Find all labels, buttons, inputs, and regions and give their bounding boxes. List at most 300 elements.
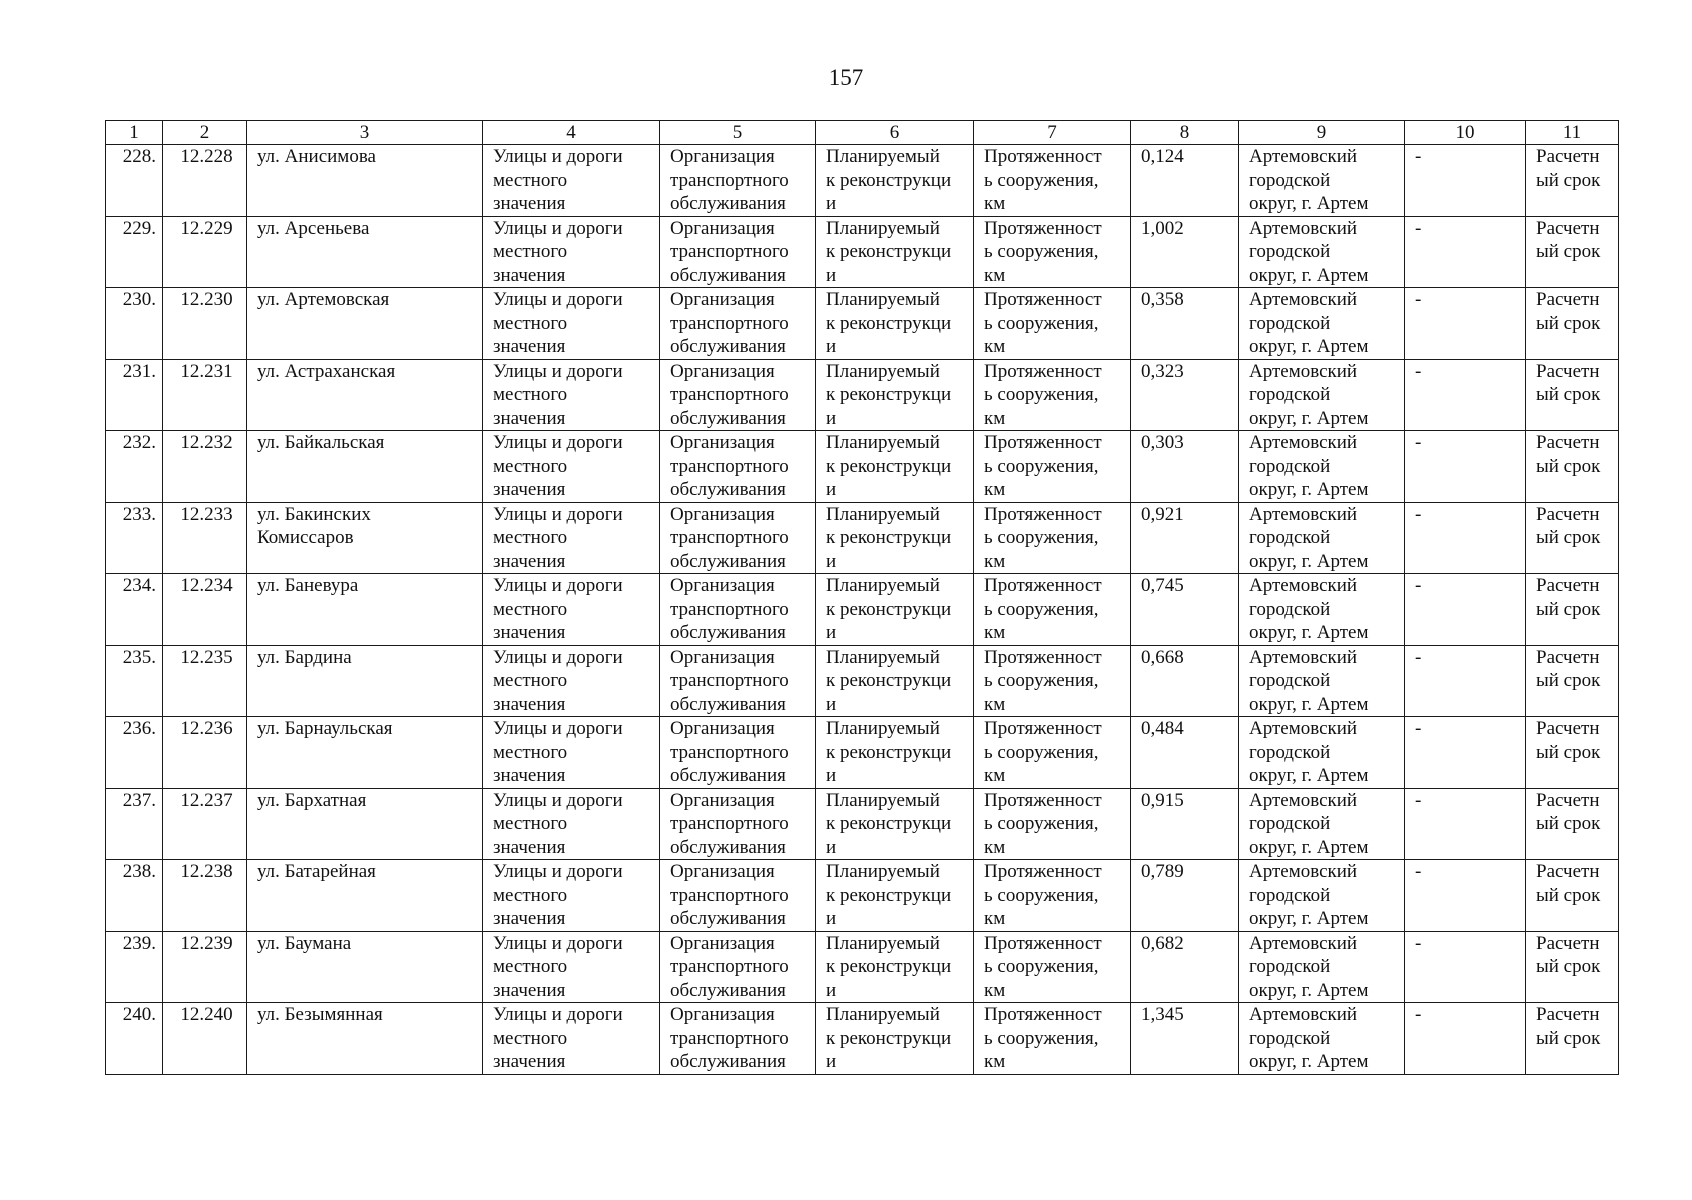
characteristic-cell: [974, 1003, 1131, 1075]
table-row: [106, 574, 1619, 646]
status-cell: [816, 216, 974, 288]
characteristic-cell: [974, 359, 1131, 431]
table-row: [106, 216, 1619, 288]
cell-line: Комиссаров: [257, 527, 354, 548]
cell-line: Планируемый: [826, 146, 940, 167]
category-cell: [483, 931, 660, 1003]
cell-line: Расчетн: [1536, 217, 1600, 239]
cell-line: Улицы и дороги: [493, 718, 623, 739]
object-name-cell: [247, 216, 483, 288]
cell-line: Артемовский: [1249, 503, 1358, 525]
term-cell: [1526, 788, 1619, 860]
cell-line: ь сооружения,: [984, 956, 1099, 977]
table-row: [106, 788, 1619, 860]
cell-line: ь сооружения,: [984, 169, 1099, 191]
cell-line: и: [826, 1051, 837, 1072]
zone-cell: -: [1405, 502, 1526, 574]
cell-line: к реконструкци: [826, 241, 952, 262]
characteristic-cell: [974, 788, 1131, 860]
cell-line: ь сооружения,: [984, 1027, 1099, 1049]
cell-line: Организация: [670, 646, 775, 668]
status-cell: [816, 788, 974, 860]
data-table: [105, 120, 1619, 1075]
cell-line: Артемовский: [1249, 289, 1358, 310]
purpose-cell: [660, 788, 816, 860]
cell-line: Планируемый: [826, 360, 940, 382]
cell-line: Расчетн: [1536, 718, 1600, 739]
zone-cell: -: [1405, 788, 1526, 860]
cell-line: обслуживания: [670, 693, 786, 715]
cell-line: и: [826, 336, 837, 357]
cell-line: транспортного: [670, 598, 789, 620]
cell-line: городской: [1249, 169, 1331, 191]
cell-line: к реконструкци: [826, 455, 952, 477]
cell-line: Улицы и дороги: [493, 146, 623, 167]
category-cell: [483, 645, 660, 717]
cell-line: значения: [493, 550, 566, 572]
purpose-cell: [660, 860, 816, 932]
cell-line: транспортного: [670, 884, 789, 906]
cell-line: Протяженност: [984, 432, 1102, 453]
cell-line: городской: [1249, 813, 1331, 834]
cell-line: ь сооружения,: [984, 241, 1099, 262]
cell-line: обслуживания: [670, 765, 786, 786]
cell-line: Организация: [670, 432, 775, 453]
cell-line: ул. Бакинских: [257, 503, 371, 525]
category-cell: [483, 502, 660, 574]
object-code-cell: 12.240: [163, 1003, 247, 1075]
cell-line: Планируемый: [826, 289, 940, 310]
table-row: [106, 1003, 1619, 1075]
cell-line: Планируемый: [826, 575, 940, 596]
page-number: 157: [828, 65, 864, 90]
term-cell: [1526, 288, 1619, 360]
column-header: 8: [1131, 121, 1239, 145]
status-cell: [816, 502, 974, 574]
term-cell: [1526, 216, 1619, 288]
purpose-cell: [660, 216, 816, 288]
cell-line: км: [984, 765, 1006, 786]
row-number-cell: 235.: [106, 645, 163, 717]
cell-line: значения: [493, 693, 566, 715]
cell-line: местного: [493, 956, 568, 977]
object-code-cell: 12.234: [163, 574, 247, 646]
cell-line: км: [984, 193, 1006, 214]
cell-line: ый срок: [1536, 241, 1601, 262]
cell-line: и: [826, 693, 837, 715]
object-name-cell: [247, 145, 483, 217]
cell-line: Планируемый: [826, 217, 940, 239]
characteristic-cell: [974, 502, 1131, 574]
value-cell: 0,915: [1131, 788, 1239, 860]
cell-line: значения: [493, 908, 566, 929]
purpose-cell: [660, 145, 816, 217]
cell-line: Улицы и дороги: [493, 1004, 623, 1025]
row-number-cell: 229.: [106, 216, 163, 288]
status-cell: [816, 717, 974, 789]
cell-line: Протяженност: [984, 861, 1102, 882]
location-cell: [1239, 288, 1405, 360]
term-cell: [1526, 645, 1619, 717]
column-header: 1: [106, 121, 163, 145]
location-cell: [1239, 645, 1405, 717]
table-row: [106, 502, 1619, 574]
zone-cell: -: [1405, 216, 1526, 288]
cell-line: обслуживания: [670, 479, 786, 500]
cell-line: и: [826, 622, 837, 643]
row-number-cell: 232.: [106, 431, 163, 503]
cell-line: округ, г. Артем: [1249, 193, 1369, 214]
row-number-cell: 231.: [106, 359, 163, 431]
cell-line: Организация: [670, 146, 775, 167]
characteristic-cell: [974, 645, 1131, 717]
cell-line: к реконструкци: [826, 813, 952, 834]
cell-line: городской: [1249, 956, 1331, 977]
cell-line: км: [984, 908, 1006, 929]
cell-line: обслуживания: [670, 979, 786, 1001]
term-cell: [1526, 431, 1619, 503]
characteristic-cell: [974, 288, 1131, 360]
cell-line: ый срок: [1536, 312, 1601, 334]
cell-line: Протяженност: [984, 575, 1102, 596]
characteristic-cell: [974, 931, 1131, 1003]
cell-line: ул. Батарейная: [257, 861, 376, 882]
purpose-cell: [660, 359, 816, 431]
column-header: 11: [1526, 121, 1619, 145]
object-code-cell: 12.228: [163, 145, 247, 217]
cell-line: округ, г. Артем: [1249, 336, 1369, 357]
cell-line: Расчетн: [1536, 503, 1600, 525]
cell-line: городской: [1249, 241, 1331, 262]
cell-line: ь сооружения,: [984, 527, 1099, 548]
zone-cell: -: [1405, 1003, 1526, 1075]
cell-line: Планируемый: [826, 1004, 940, 1025]
purpose-cell: [660, 502, 816, 574]
zone-cell: -: [1405, 145, 1526, 217]
row-number-cell: 230.: [106, 288, 163, 360]
cell-line: местного: [493, 527, 568, 548]
cell-line: Улицы и дороги: [493, 932, 623, 954]
cell-line: и: [826, 264, 837, 286]
cell-line: Расчетн: [1536, 861, 1600, 882]
term-cell: [1526, 717, 1619, 789]
zone-cell: -: [1405, 645, 1526, 717]
table-row: [106, 145, 1619, 217]
cell-line: Улицы и дороги: [493, 217, 623, 239]
characteristic-cell: [974, 216, 1131, 288]
cell-line: Артемовский: [1249, 646, 1358, 668]
cell-line: Организация: [670, 360, 775, 382]
cell-line: и: [826, 765, 837, 786]
cell-line: Планируемый: [826, 718, 940, 739]
cell-line: Планируемый: [826, 646, 940, 668]
cell-line: ый срок: [1536, 455, 1601, 477]
status-cell: [816, 645, 974, 717]
cell-line: городской: [1249, 527, 1331, 548]
value-cell: 0,668: [1131, 645, 1239, 717]
status-cell: [816, 431, 974, 503]
cell-line: Улицы и дороги: [493, 575, 623, 596]
cell-line: Улицы и дороги: [493, 360, 623, 382]
cell-line: округ, г. Артем: [1249, 479, 1369, 500]
cell-line: км: [984, 336, 1006, 357]
cell-line: ул. Баневура: [257, 575, 359, 596]
cell-line: транспортного: [670, 527, 789, 548]
cell-line: Организация: [670, 575, 775, 596]
object-name-cell: [247, 788, 483, 860]
location-cell: [1239, 931, 1405, 1003]
cell-line: ый срок: [1536, 527, 1601, 548]
location-cell: [1239, 788, 1405, 860]
cell-line: транспортного: [670, 813, 789, 834]
term-cell: [1526, 1003, 1619, 1075]
object-name-cell: [247, 288, 483, 360]
cell-line: Протяженност: [984, 646, 1102, 668]
cell-line: и: [826, 979, 837, 1001]
cell-line: местного: [493, 455, 568, 477]
cell-line: и: [826, 550, 837, 572]
cell-line: округ, г. Артем: [1249, 550, 1369, 572]
column-header: 4: [483, 121, 660, 145]
cell-line: ул. Анисимова: [257, 146, 376, 167]
cell-line: ь сооружения,: [984, 384, 1099, 405]
cell-line: к реконструкци: [826, 384, 952, 405]
cell-line: к реконструкци: [826, 956, 952, 977]
cell-line: значения: [493, 193, 566, 214]
cell-line: округ, г. Артем: [1249, 693, 1369, 715]
cell-line: городской: [1249, 384, 1331, 405]
status-cell: [816, 288, 974, 360]
object-name-cell: [247, 502, 483, 574]
object-name-cell: [247, 574, 483, 646]
row-number-cell: 233.: [106, 502, 163, 574]
cell-line: км: [984, 264, 1006, 286]
row-number-cell: 237.: [106, 788, 163, 860]
cell-line: ый срок: [1536, 598, 1601, 620]
column-header: 2: [163, 121, 247, 145]
cell-line: местного: [493, 813, 568, 834]
cell-line: обслуживания: [670, 908, 786, 929]
cell-line: транспортного: [670, 312, 789, 334]
cell-line: местного: [493, 1027, 568, 1049]
cell-line: к реконструкци: [826, 312, 952, 334]
cell-line: значения: [493, 336, 566, 357]
cell-line: транспортного: [670, 241, 789, 262]
cell-line: Протяженност: [984, 718, 1102, 739]
cell-line: Протяженност: [984, 217, 1102, 239]
cell-line: км: [984, 1051, 1006, 1072]
cell-line: обслуживания: [670, 264, 786, 286]
status-cell: [816, 574, 974, 646]
table-row: [106, 860, 1619, 932]
location-cell: [1239, 431, 1405, 503]
category-cell: [483, 145, 660, 217]
column-header: 7: [974, 121, 1131, 145]
cell-line: ый срок: [1536, 670, 1601, 691]
location-cell: [1239, 860, 1405, 932]
value-cell: 0,124: [1131, 145, 1239, 217]
value-cell: 1,002: [1131, 216, 1239, 288]
cell-line: значения: [493, 479, 566, 500]
table-row: [106, 359, 1619, 431]
cell-line: Артемовский: [1249, 360, 1358, 382]
cell-line: км: [984, 550, 1006, 572]
cell-line: Протяженност: [984, 146, 1102, 167]
cell-line: ый срок: [1536, 813, 1601, 834]
cell-line: обслуживания: [670, 336, 786, 357]
table-row: [106, 431, 1619, 503]
category-cell: [483, 717, 660, 789]
cell-line: местного: [493, 741, 568, 763]
status-cell: [816, 931, 974, 1003]
cell-line: Артемовский: [1249, 1004, 1358, 1025]
cell-line: к реконструкци: [826, 741, 952, 763]
purpose-cell: [660, 431, 816, 503]
location-cell: [1239, 717, 1405, 789]
cell-line: обслуживания: [670, 622, 786, 643]
cell-line: Организация: [670, 1004, 775, 1025]
cell-line: Артемовский: [1249, 217, 1358, 239]
table-row: [106, 645, 1619, 717]
cell-line: Артемовский: [1249, 932, 1358, 954]
cell-line: к реконструкци: [826, 670, 952, 691]
cell-line: Улицы и дороги: [493, 503, 623, 525]
cell-line: Расчетн: [1536, 575, 1600, 596]
cell-line: значения: [493, 407, 566, 429]
object-code-cell: 12.233: [163, 502, 247, 574]
purpose-cell: [660, 645, 816, 717]
cell-line: Артемовский: [1249, 861, 1358, 882]
cell-line: км: [984, 836, 1006, 858]
cell-line: транспортного: [670, 741, 789, 763]
cell-line: км: [984, 479, 1006, 500]
status-cell: [816, 1003, 974, 1075]
cell-line: Планируемый: [826, 861, 940, 882]
cell-line: Планируемый: [826, 503, 940, 525]
zone-cell: -: [1405, 574, 1526, 646]
cell-line: Улицы и дороги: [493, 289, 623, 310]
cell-line: ул. Бардина: [257, 646, 352, 668]
cell-line: Расчетн: [1536, 932, 1600, 954]
object-name-cell: [247, 860, 483, 932]
cell-line: округ, г. Артем: [1249, 765, 1369, 786]
category-cell: [483, 1003, 660, 1075]
column-header: 3: [247, 121, 483, 145]
characteristic-cell: [974, 574, 1131, 646]
zone-cell: -: [1405, 717, 1526, 789]
cell-line: Организация: [670, 789, 775, 811]
object-code-cell: 12.239: [163, 931, 247, 1003]
cell-line: местного: [493, 884, 568, 906]
cell-line: Расчетн: [1536, 146, 1600, 167]
column-header: 10: [1405, 121, 1526, 145]
cell-line: ул. Арсеньева: [257, 217, 370, 239]
cell-line: Организация: [670, 289, 775, 310]
cell-line: значения: [493, 622, 566, 643]
table-row: [106, 931, 1619, 1003]
term-cell: [1526, 359, 1619, 431]
object-code-cell: 12.232: [163, 431, 247, 503]
cell-line: Организация: [670, 861, 775, 882]
cell-line: округ, г. Артем: [1249, 264, 1369, 286]
cell-line: значения: [493, 765, 566, 786]
cell-line: Планируемый: [826, 432, 940, 453]
object-name-cell: [247, 645, 483, 717]
cell-line: значения: [493, 979, 566, 1001]
cell-line: Улицы и дороги: [493, 432, 623, 453]
cell-line: ь сооружения,: [984, 741, 1099, 763]
cell-line: и: [826, 407, 837, 429]
column-header: 5: [660, 121, 816, 145]
characteristic-cell: [974, 145, 1131, 217]
cell-line: к реконструкци: [826, 598, 952, 620]
cell-line: км: [984, 979, 1006, 1001]
row-number-cell: 234.: [106, 574, 163, 646]
object-code-cell: 12.238: [163, 860, 247, 932]
row-number-cell: 228.: [106, 145, 163, 217]
cell-line: городской: [1249, 670, 1331, 691]
cell-line: городской: [1249, 455, 1331, 477]
cell-line: ый срок: [1536, 741, 1601, 763]
cell-line: км: [984, 693, 1006, 715]
cell-line: Планируемый: [826, 789, 940, 811]
cell-line: к реконструкци: [826, 169, 952, 191]
cell-line: и: [826, 193, 837, 214]
cell-line: городской: [1249, 312, 1331, 334]
row-number-cell: 238.: [106, 860, 163, 932]
cell-line: ый срок: [1536, 884, 1601, 906]
cell-line: и: [826, 908, 837, 929]
cell-line: Расчетн: [1536, 789, 1600, 811]
characteristic-cell: [974, 860, 1131, 932]
header-row: [106, 121, 1619, 145]
purpose-cell: [660, 1003, 816, 1075]
status-cell: [816, 145, 974, 217]
cell-line: обслуживания: [670, 193, 786, 214]
cell-line: обслуживания: [670, 550, 786, 572]
cell-line: городской: [1249, 1027, 1331, 1049]
value-cell: 0,484: [1131, 717, 1239, 789]
cell-line: Артемовский: [1249, 718, 1358, 739]
characteristic-cell: [974, 717, 1131, 789]
cell-line: транспортного: [670, 956, 789, 977]
cell-line: Расчетн: [1536, 432, 1600, 453]
table-body: [106, 145, 1619, 1075]
cell-line: городской: [1249, 598, 1331, 620]
cell-line: обслуживания: [670, 1051, 786, 1072]
cell-line: Протяженност: [984, 932, 1102, 954]
term-cell: [1526, 145, 1619, 217]
purpose-cell: [660, 931, 816, 1003]
cell-line: округ, г. Артем: [1249, 407, 1369, 429]
location-cell: [1239, 1003, 1405, 1075]
cell-line: Протяженност: [984, 1004, 1102, 1025]
cell-line: местного: [493, 169, 568, 191]
cell-line: Планируемый: [826, 932, 940, 954]
cell-line: Расчетн: [1536, 360, 1600, 382]
cell-line: ь сооружения,: [984, 598, 1099, 620]
column-header: 9: [1239, 121, 1405, 145]
location-cell: [1239, 574, 1405, 646]
category-cell: [483, 216, 660, 288]
location-cell: [1239, 216, 1405, 288]
cell-line: ул. Безымянная: [257, 1004, 383, 1025]
cell-line: Протяженност: [984, 789, 1102, 811]
cell-line: ул. Астраханская: [257, 360, 396, 382]
cell-line: местного: [493, 670, 568, 691]
row-number-cell: 239.: [106, 931, 163, 1003]
cell-line: ь сооружения,: [984, 813, 1099, 834]
